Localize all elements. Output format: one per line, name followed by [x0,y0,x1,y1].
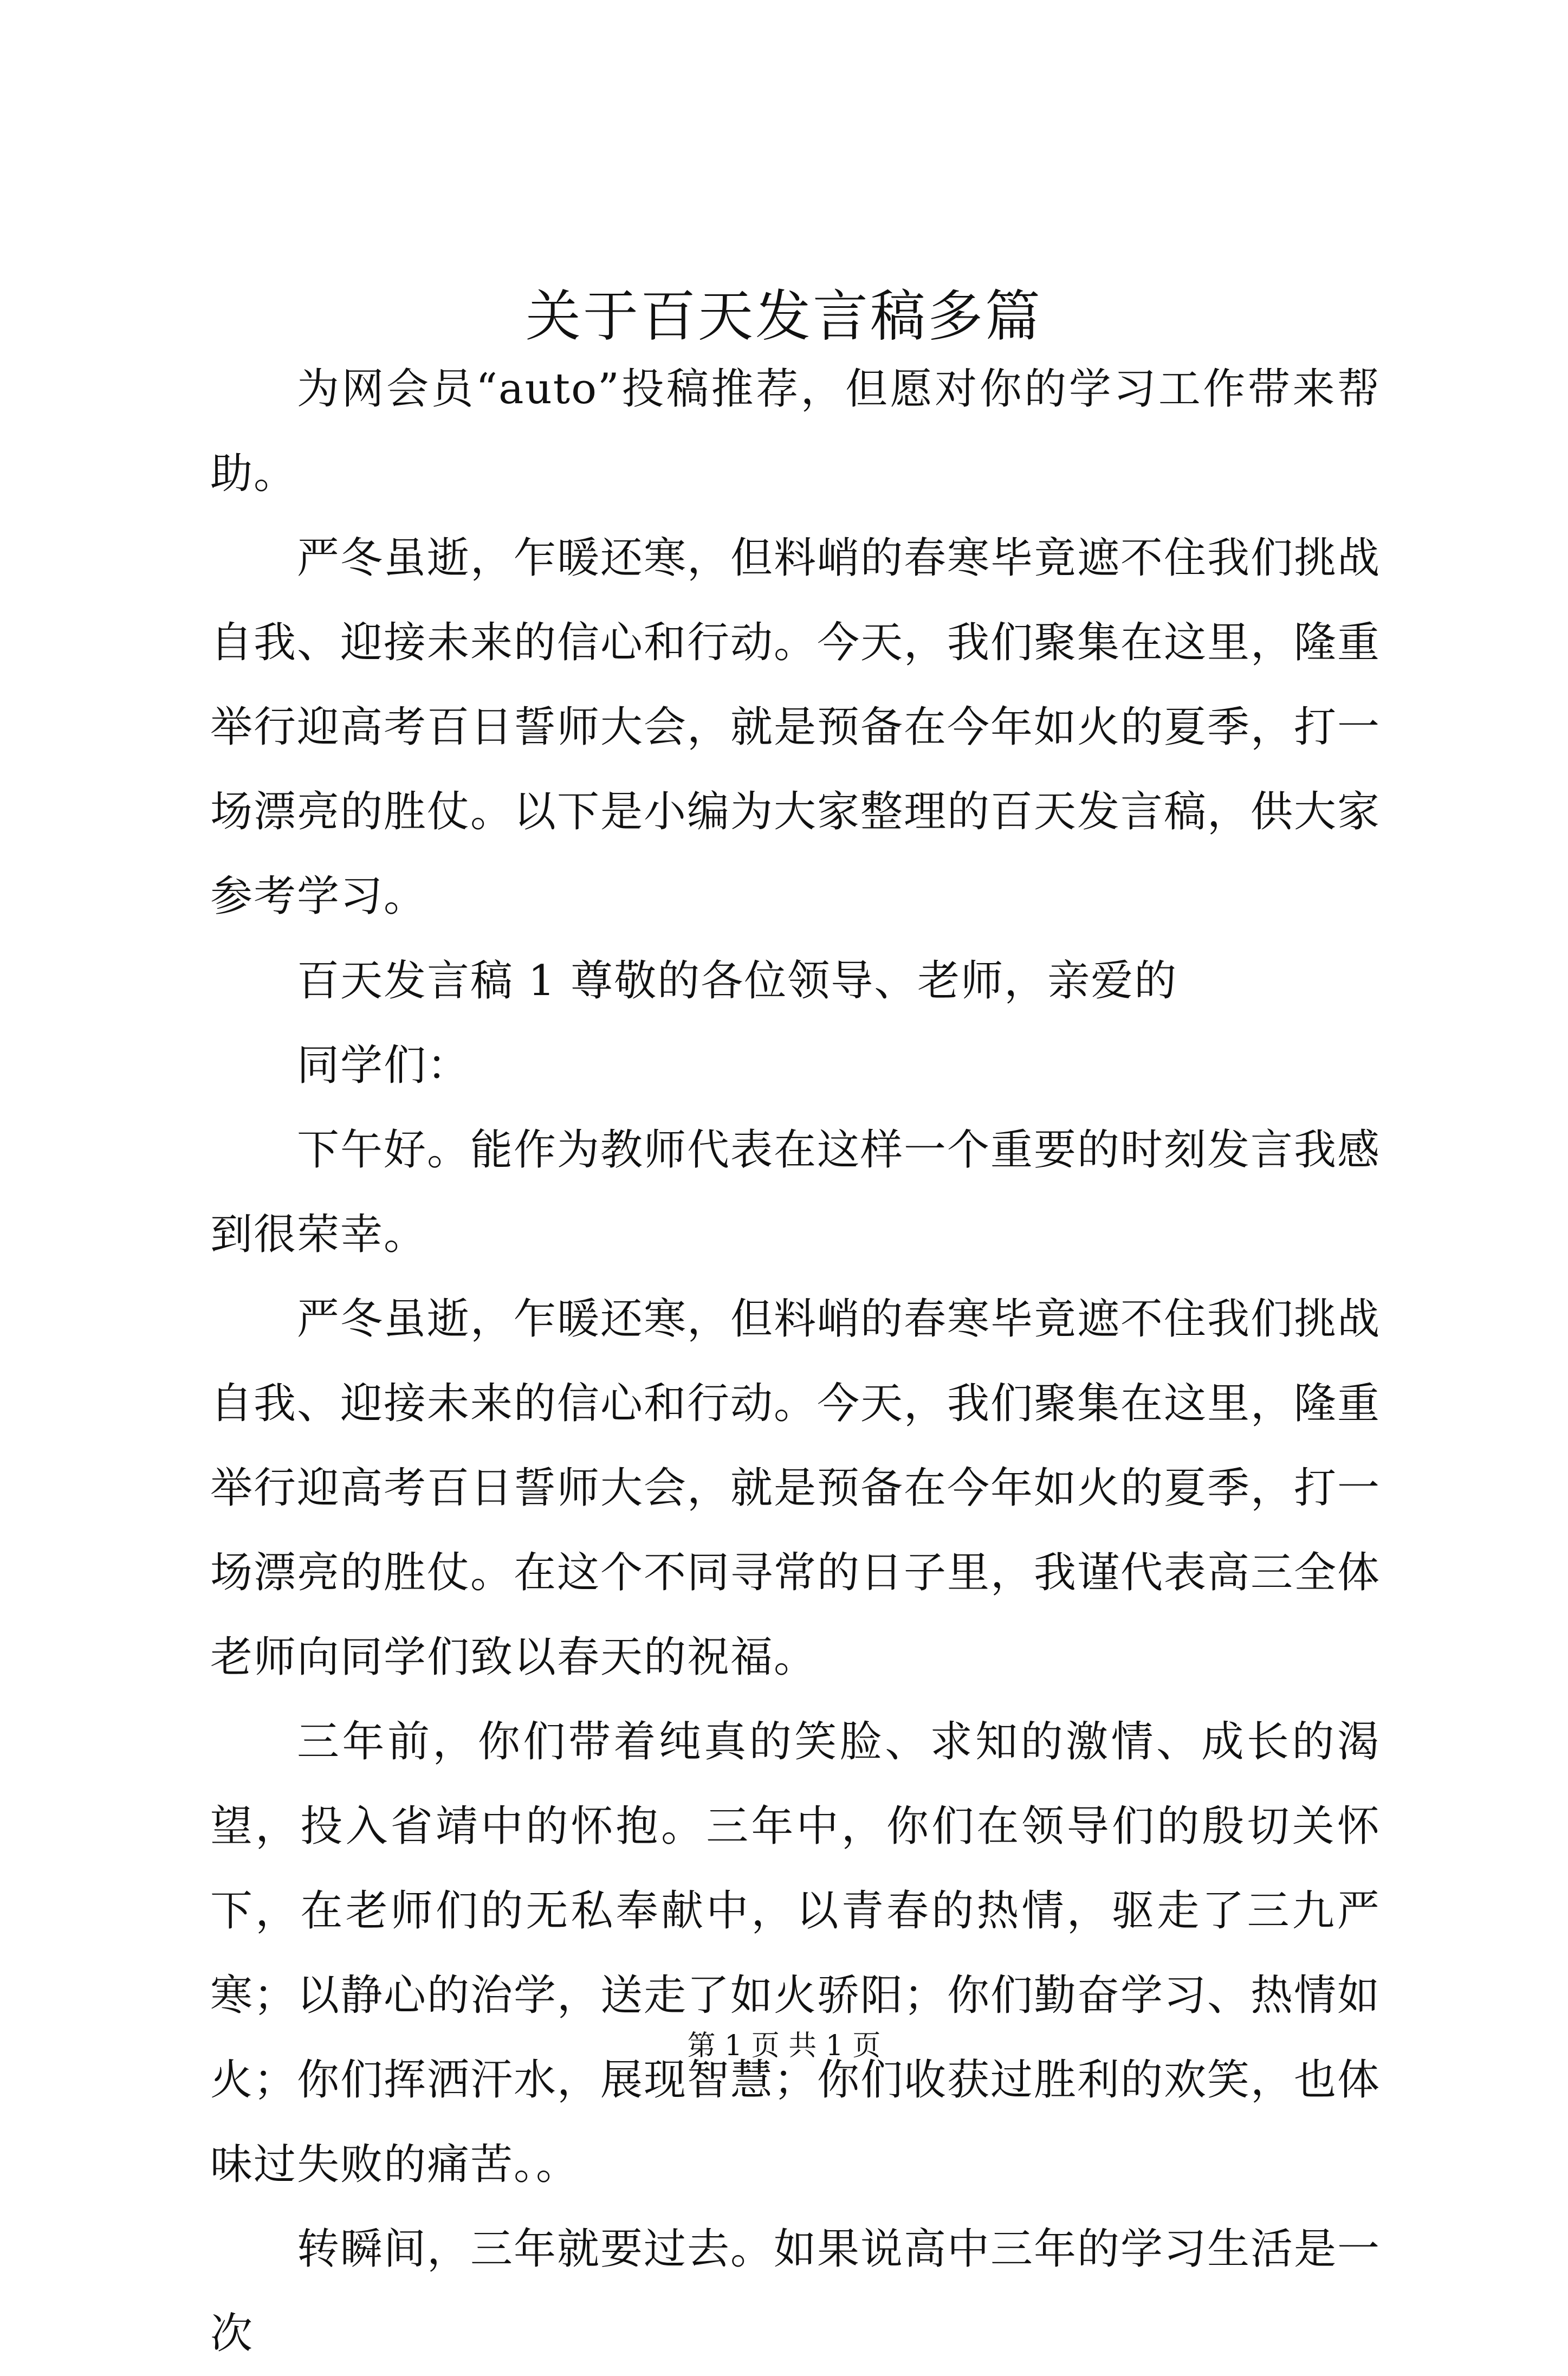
paragraph-6: 严冬虽逝，乍暖还寒，但料峭的春寒毕竟遮不住我们挑战自我、迎接未来的信心和行动。今天，我们聚集在这里，隆重举行迎高考百日誓师大会，就是预备在今年如火的夏季，打一场漂亮的胜仗。在这个不同寻常的日子里，我谨代表高三全体老师向同学们致以春天的祝福。 [210,1295,1381,1682]
paragraph-1: 为网会员“auto”投稿推荐，但愿对你的学习工作带来帮助。 [210,365,1381,498]
document-title: 关于百天发言稿多篇 [526,285,1042,349]
page-footer: 第 1 页 共 1 页 [687,2030,881,2062]
paragraph-7: 三年前，你们带着纯真的笑脸、求知的激情、成长的渴望，投入省靖中的怀抱。三年中，你们在领导们的殷切关怀下，在老师们的无私奉献中，以青春的热情，驱走了三九严寒；以静心的治学，送走了如火骄阳；你们勤奋学习、热情如火；你们挥洒汗水，展现智慧；你们收获过胜利的欢笑，也体味过失败的痛苦。。 [210,1718,1381,2189]
paragraph-3: 百天发言稿 1 尊敬的各位领导、老师，亲爱的 [297,957,1178,1005]
paragraph-5: 下午好。能作为教师代表在这样一个重要的时刻发言我感到很荣幸。 [210,1126,1381,1259]
document-body [210,347,1381,2376]
paragraph-2: 严冬虽逝，乍暖还寒，但料峭的春寒毕竟遮不住我们挑战自我、迎接未来的信心和行动。今天，我们聚集在这里，隆重举行迎高考百日誓师大会，就是预备在今年如火的夏季，打一场漂亮的胜仗。以下是小编为大家整理的百天发言稿，供大家参考学习。 [210,534,1381,921]
paragraph-4: 同学们： [297,1041,471,1090]
paragraph-8: 转瞬间，三年就要过去。如果说高中三年的学习生活是一次 [210,2225,1381,2358]
